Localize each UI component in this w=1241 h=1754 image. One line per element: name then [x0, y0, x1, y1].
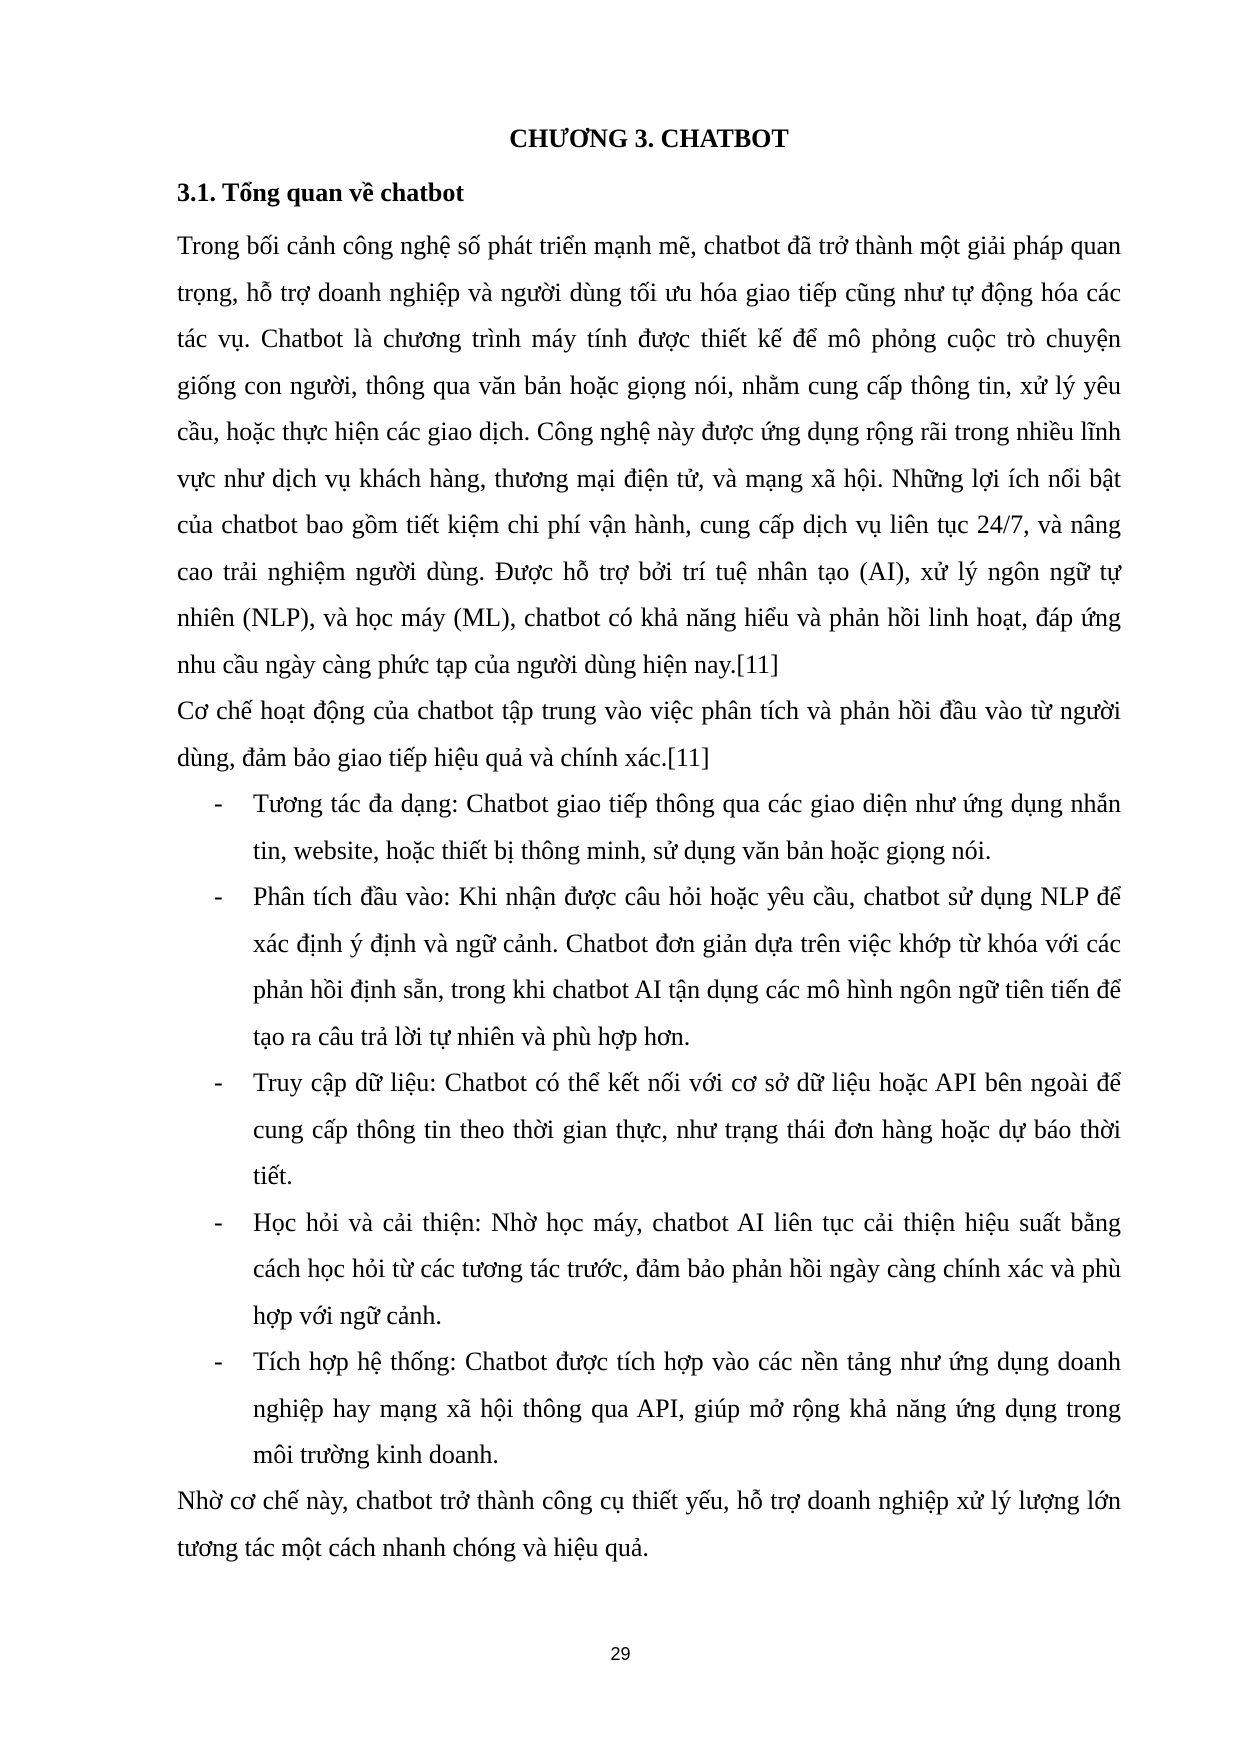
intro-paragraph: Trong bối cảnh công nghệ số phát triển mạnh mẽ, chatbot đã trở thành một giải pháp quan trọng, hỗ trợ doanh nghiệp và người dùng tối ưu hóa giao tiếp cũng như tự động hóa các tác vụ. Chatbot là chương trình máy tính được thiết kế để mô phỏng cuộc trò chuyện giống con người, thông qua văn bản hoặc giọng nói, nhằm cung cấp thông tin, xử lý yêu cầu, hoặc thực hiện các giao dịch. Công nghệ này được ứng dụng rộng rãi trong nhiều lĩnh vực như dịch vụ khách hàng, thương mại điện tử, và mạng xã hội. Những lợi ích nổi bật của chatbot bao gồm tiết kiệm chi phí vận hành, cung cấp dịch vụ liên tục 24/7, và nâng cao trải nghiệm người dùng. Được hỗ trợ bởi trí tuệ nhân tạo (AI), xử lý ngôn ngữ tự nhiên (NLP), và học máy (ML), chatbot có khả năng hiểu và phản hồi linh hoạt, đáp ứng nhu cầu ngày càng phức tạp của người dùng hiện nay.[11]	[177, 231, 1121, 679]
list-item-text: Tích hợp hệ thống: Chatbot được tích hợp vào các nền tảng như ứng dụng doanh nghiệp hay mạng xã hội thông qua API, giúp mở rộng khả năng ứng dụng trong môi trường kinh doanh.	[253, 1347, 1121, 1469]
list-item	[177, 1339, 1121, 1479]
list-item	[177, 874, 1121, 1060]
list-item	[177, 781, 1121, 874]
mechanism-bullet-list	[177, 781, 1121, 1479]
page-number: 29	[610, 1644, 631, 1664]
list-item-text: Truy cập dữ liệu: Chatbot có thể kết nối với cơ sở dữ liệu hoặc API bên ngoài để cung cấp thông tin theo thời gian thực, như trạng thái đơn hàng hoặc dự báo thời tiết.	[253, 1068, 1121, 1190]
list-item	[177, 1060, 1121, 1200]
section-heading: 3.1. Tổng quan về chatbot	[177, 178, 465, 207]
bullet-dash: -	[214, 1347, 223, 1376]
bullet-dash: -	[214, 1207, 223, 1237]
bullet-dash: -	[214, 882, 223, 911]
bullet-dash: -	[214, 789, 223, 818]
list-item-text: Phân tích đầu vào: Khi nhận được câu hỏi hoặc yêu cầu, chatbot sử dụng NLP để xác định ý định và ngữ cảnh. Chatbot đơn giản dựa trên việc khớp từ khóa với các phản hồi định sẵn, trong khi chatbot AI tận dụng các mô hình ngôn ngữ tiên tiến để tạo ra câu trả lời tự nhiên và phù hợp hơn.	[253, 882, 1121, 1051]
mechanism-paragraph: Cơ chế hoạt động của chatbot tập trung vào việc phân tích và phản hồi đầu vào từ người dùng, đảm bảo giao tiếp hiệu quả và chính xác.[11]	[177, 696, 1121, 772]
list-item-text: Học hỏi và cải thiện: Nhờ học máy, chatbot AI liên tục cải thiện hiệu suất bằng cách học hỏi từ các tương tác trước, đảm bảo phản hồi ngày càng chính xác và phù hợp với ngữ cảnh.	[253, 1207, 1121, 1330]
chapter-title: CHƯƠNG 3. CHATBOT	[509, 124, 789, 153]
conclusion-paragraph: Nhờ cơ chế này, chatbot trở thành công cụ thiết yếu, hỗ trợ doanh nghiệp xử lý lượng lớn tương tác một cách nhanh chóng và hiệu quả.	[177, 1486, 1121, 1562]
list-item-text: Tương tác đa dạng: Chatbot giao tiếp thông qua các giao diện như ứng dụng nhắn tin, website, hoặc thiết bị thông minh, sử dụng văn bản hoặc giọng nói.	[253, 789, 1121, 865]
list-item	[177, 1200, 1121, 1340]
bullet-dash: -	[214, 1068, 223, 1097]
